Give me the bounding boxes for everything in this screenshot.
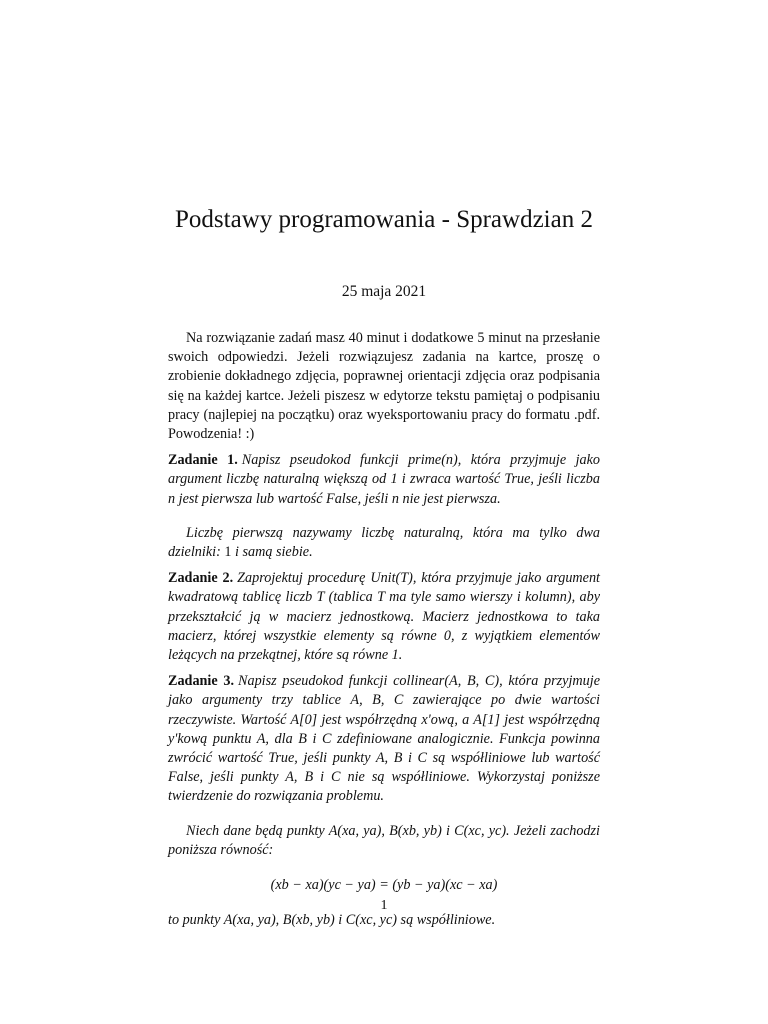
task-3-label: Zadanie 3.: [168, 673, 235, 690]
prime-definition-tail: i samą siebie.: [234, 544, 313, 561]
intro-paragraph: Na rozwiązanie zadań masz 40 minut i dodatkowe 5 minut na przesłanie swoich odpowiedzi. Jeżeli rozwiązujesz zadania na kartce, proszę o zrobienie dokładnego zdjęcia, poprawnej orientacji zdjęcia oraz podpisania się na każdej kartce. Jeżeli piszesz w edytorze tekstu pamiętaj o podpisaniu pracy (najlepiej na początku) oraz wyeksportowaniu pracy do formatu .pdf. Powodzenia! :): [168, 330, 600, 443]
task-1-label: Zadanie 1.: [168, 452, 238, 469]
theorem-conclusion: to punkty A(xa, ya), B(xb, yb) i C(xc, yc) są współliniowe.: [168, 912, 496, 929]
prime-definition: [168, 524, 600, 562]
task-3-text: Napisz pseudokod funkcji collinear(A, B, C), która przyjmuje jako argumenty trzy tablice A, B, C zawierające po dwie wartości rzeczywiste. Wartość A[0] jest współrzędną x'ową, a A[1] jest współrzędną y'kową punktu A, dla B i C zdefiniowane analogicznie. Funkcja powinna zwrócić wartość True, jeśli punkty A, B i C są współliniowe lub wartość False, jeśli punkty A, B i C nie są współliniowe. Wykorzystaj poniższe twierdzenie do rozwiązania problemu.: [168, 673, 600, 805]
prime-definition-number: 1: [224, 544, 232, 561]
theorem-statement: Niech dane będą punkty A(xa, ya), B(xb, yb) i C(xc, yc). Jeżeli zachodzi poniższa równość:: [168, 822, 600, 858]
collinearity-formula: (xb − xa)(yc − ya) = (yb − ya)(xc − xa): [270, 877, 498, 894]
task-2: [168, 569, 600, 665]
task-2-label: Zadanie 2.: [168, 570, 234, 587]
prime-definition-text: Liczbę pierwszą nazywamy liczbę naturalną, która ma tylko dwa dzielniki:: [168, 524, 600, 561]
task-3: [168, 672, 600, 806]
task-1-text: Napisz pseudokod funkcji prime(n), która przyjmuje jako argument liczbę naturalną większą od 1 i zwraca wartość True, jeśli liczba n jest pierwsza lub wartość False, jeśli n nie jest pierwsza.: [168, 452, 601, 507]
task-1: [168, 451, 600, 509]
document-title: Podstawy programowania - Sprawdzian 2: [175, 206, 593, 233]
document-date: 25 maja 2021: [341, 283, 427, 300]
document-body: [168, 329, 600, 930]
task-2-text: Zaprojektuj procedurę Unit(T), która przyjmuje jako argument kwadratową tablicę liczb T (tablica T ma tyle samo wierszy i kolumn), aby przekształcić ją w macierz jednostkową. Macierz jednostkowa to taka macierz, której wszystkie elementy są równe 0, z wyjątkiem elementów leżących na przekątnej, które są równe 1.: [168, 570, 600, 664]
page-number: 1: [380, 898, 388, 913]
